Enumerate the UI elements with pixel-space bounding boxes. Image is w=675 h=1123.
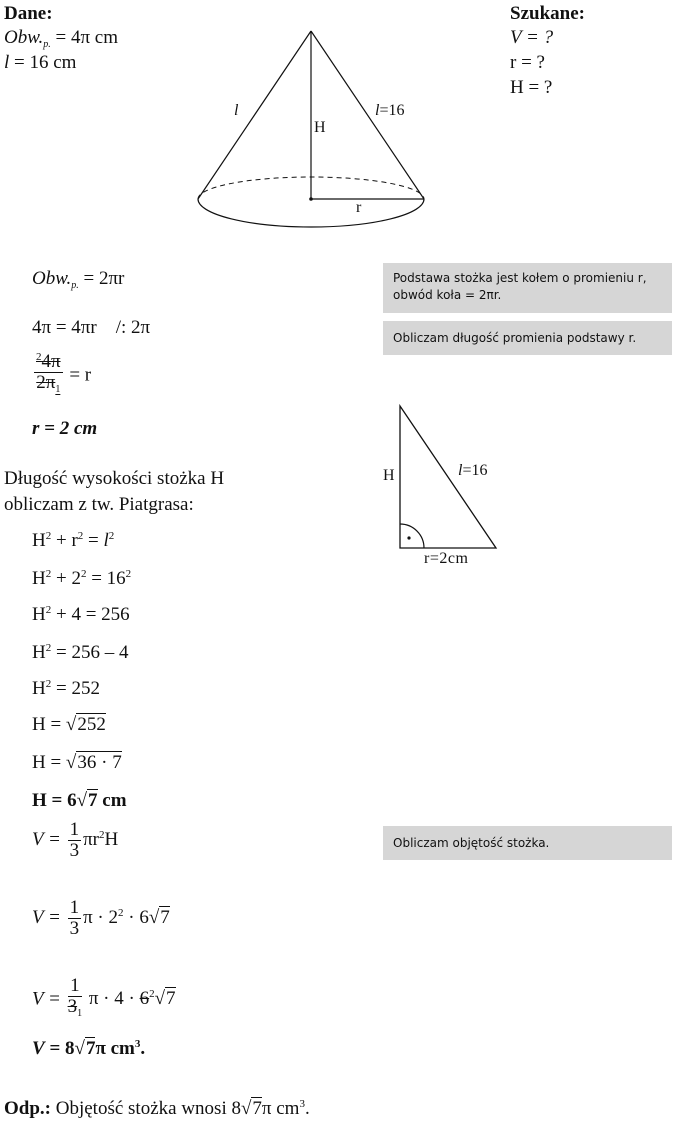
- cone-radius-label: r: [356, 199, 362, 216]
- note-volume: Obliczam objętość stożka.: [383, 826, 672, 860]
- volume-step-1: V = $\frac{1}{3}$ $\pi r^2H$: [32, 819, 119, 861]
- cone-slant-right: l=16: [375, 102, 405, 119]
- volume-result: V = 8√7π $cm^3$.: [32, 1038, 146, 1059]
- pyth-intro-1: Długość wysokości stożka H: [4, 468, 225, 489]
- given-slant: l = 16 cm: [4, 52, 77, 73]
- pyth-intro-2: obliczam z tw. Piatgrasa:: [4, 494, 194, 515]
- triangle-height-label: H: [383, 467, 395, 484]
- cone-height-label: H: [314, 119, 326, 136]
- triangle-base-label: r=2cm: [424, 550, 469, 567]
- cone-slant-left: l: [234, 102, 239, 119]
- step-circumference: $Obw._{p.} = 2\pi r$: [32, 268, 125, 291]
- pyth-step-6: H = √252: [32, 714, 106, 735]
- sought-heading: Szukane:: [510, 3, 585, 24]
- pyth-step-1: $H^2 + r^2 = l^2$: [32, 530, 115, 551]
- pyth-step-7: H = √36 · 7: [32, 752, 122, 773]
- pyth-step-4: $H^2 = 256 - 4$: [32, 642, 129, 663]
- note-base-circle: Podstawa stożka jest kołem o promieniu r, obwód koła = 2πr.: [383, 263, 672, 313]
- step-fraction: $\frac{^24\pi}{2\pi_1}$ = r: [36, 351, 92, 395]
- triangle-hyp-label: l=16: [458, 462, 488, 479]
- pyth-step-5: $H^2 = 252$: [32, 678, 100, 699]
- sought-v: V = ?: [510, 27, 554, 48]
- volume-step-3: V = $\frac{1}{3_1}$ $\pi \cdot 4 \cdot 6^2√7$: [32, 975, 176, 1019]
- answer: Odp.: Objętość stożka wnosi 8√7π $cm^3$.: [4, 1098, 310, 1119]
- height-result: H = 6√7 cm: [32, 790, 127, 811]
- given-heading: Dane:: [4, 3, 53, 24]
- note-radius: Obliczam długość promienia podstawy r.: [383, 321, 672, 355]
- volume-step-2: V = $\frac{1}{3}$ $\pi \cdot 2^2 \cdot 6√7$: [32, 897, 170, 939]
- pyth-step-3: $H^2 + 4 = 256$: [32, 604, 130, 625]
- step-radius-result: r = 2 cm: [32, 418, 98, 439]
- given-circumference: $Obw._{p.} = 4\pi$ cm: [4, 27, 119, 50]
- triangle-figure: [390, 400, 510, 560]
- step-equation: 4π = 4πr /: 2π: [32, 317, 151, 338]
- pyth-step-2: $H^2 + 2^2 = 16^2$: [32, 568, 132, 589]
- sought-r: r = ?: [510, 52, 545, 73]
- sought-h: H = ?: [510, 77, 553, 98]
